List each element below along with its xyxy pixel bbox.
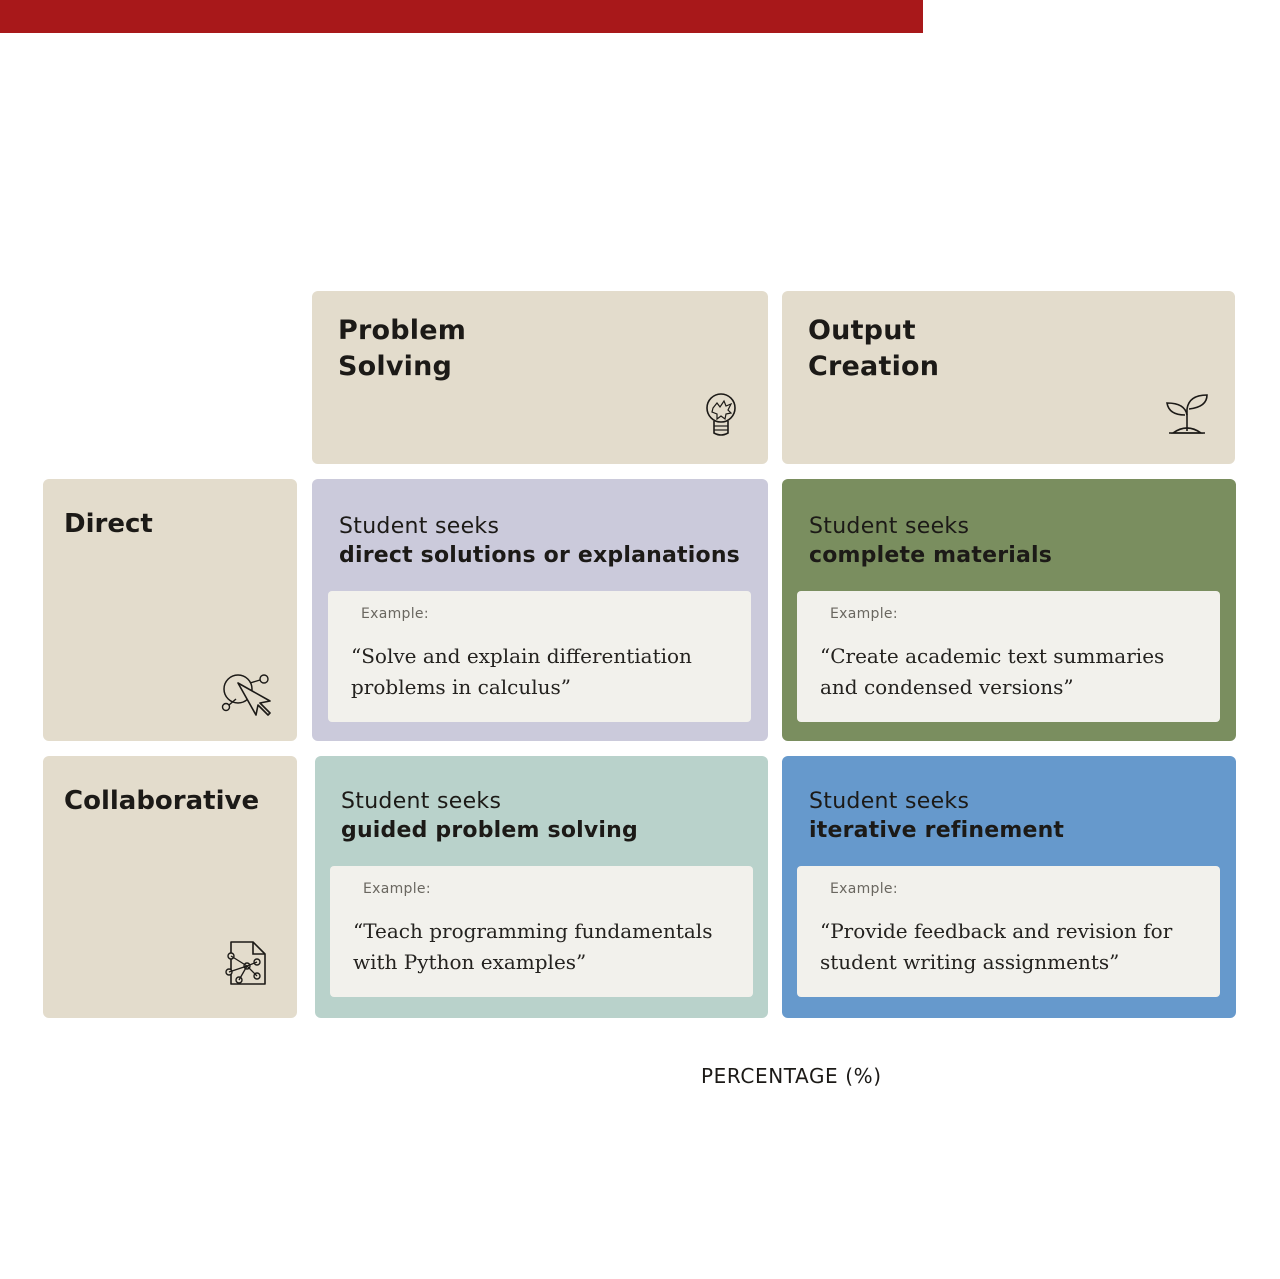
column-header-output-creation <box>782 291 1235 464</box>
cell-lead-text: Student seeks <box>341 789 502 814</box>
row-title-direct: Direct <box>64 509 153 539</box>
cell-lead-text: Student seeks <box>339 514 500 539</box>
row-title-collaborative: Collaborative <box>64 786 260 816</box>
row-header-collaborative <box>43 756 297 1018</box>
axis-label: PERCENTAGE (%) <box>701 1064 882 1088</box>
cell-strong-text: complete materials <box>809 543 1053 568</box>
cell-direct-problem-solving <box>312 479 768 741</box>
cell-direct-output-creation <box>782 479 1236 741</box>
example-quote: “Create academic text summaries and condensed versions” <box>820 644 1165 699</box>
example-label: Example: <box>363 881 431 897</box>
cell-lead-text: Student seeks <box>809 514 970 539</box>
lightbulb-icon <box>699 391 743 439</box>
column-header-problem-solving <box>312 291 768 464</box>
row-header-direct <box>43 479 297 741</box>
example-label: Example: <box>361 606 429 622</box>
example-quote: “Provide feedback and revision for student writing assignments” <box>820 919 1173 974</box>
network-document-icon <box>223 938 271 988</box>
cell-strong-text: iterative refinement <box>809 818 1065 843</box>
example-quote: “Solve and explain differentiation problems in calculus” <box>351 644 692 699</box>
example-label: Example: <box>830 881 898 897</box>
top-accent-bar <box>0 0 923 33</box>
example-quote: “Teach programming fundamentals with Python examples” <box>353 919 713 974</box>
column-title-output-creation: Output Creation <box>808 315 940 382</box>
example-label: Example: <box>830 606 898 622</box>
example-card <box>797 591 1220 722</box>
cell-collaborative-problem-solving <box>315 756 768 1018</box>
cell-strong-text: guided problem solving <box>341 818 638 843</box>
sprout-icon <box>1163 391 1213 437</box>
cell-collaborative-output-creation <box>782 756 1236 1018</box>
cursor-click-icon <box>220 669 272 721</box>
column-title-problem-solving: Problem Solving <box>338 315 467 382</box>
cell-strong-text: direct solutions or explanations <box>339 543 740 568</box>
example-card <box>330 866 753 997</box>
example-card <box>328 591 751 722</box>
example-card <box>797 866 1220 997</box>
cell-lead-text: Student seeks <box>809 789 970 814</box>
